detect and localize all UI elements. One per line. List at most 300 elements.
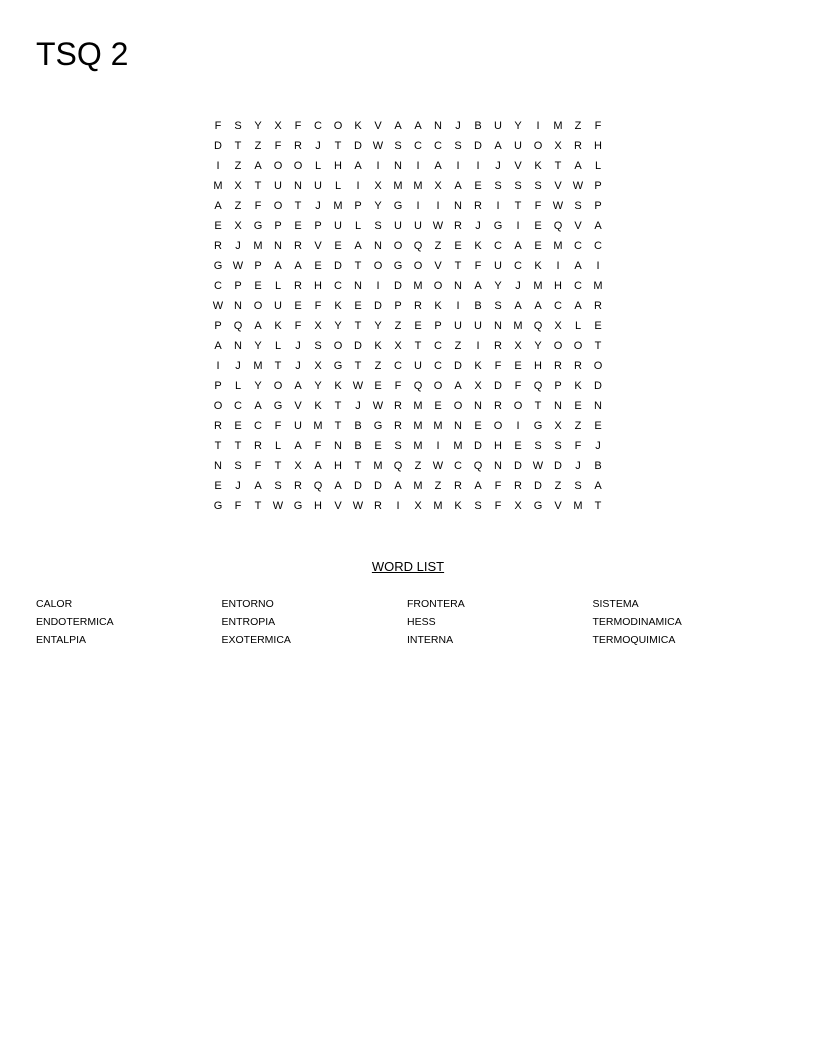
grid-letter: A [254,400,262,412]
grid-letter: C [594,240,602,252]
grid-letter: H [314,280,322,292]
grid-letter: E [574,400,582,412]
grid-letter: A [474,480,482,492]
grid-letter: X [274,120,282,132]
grid-letter: K [534,160,542,172]
grid-letter: E [514,360,522,372]
word-item: ENTALPIA [36,634,86,646]
grid-letter: A [394,120,402,132]
grid-letter: R [214,420,222,432]
grid-letter: Z [574,420,582,432]
grid-letter: B [594,460,602,472]
grid-letter: R [514,480,522,492]
word-item: EXOTERMICA [221,634,291,646]
grid-letter: M [433,500,443,512]
word-item: ENTORNO [221,598,274,610]
grid-letter: Q [553,220,563,232]
grid-letter: Y [254,380,262,392]
grid-row [208,276,608,296]
grid-letter: D [594,380,602,392]
grid-letter: W [572,180,584,192]
grid-letter: X [514,500,522,512]
grid-letter: C [494,240,502,252]
grid-letter: C [254,420,262,432]
grid-letter: V [554,180,562,192]
grid-letter: E [414,320,422,332]
grid-letter: C [434,340,442,352]
grid-letter: D [354,480,362,492]
grid-letter: Z [434,240,442,252]
grid-letter: V [554,500,562,512]
grid-letter: N [434,120,442,132]
grid-letter: L [574,320,582,332]
grid-letter: G [393,260,403,272]
grid-letter: K [334,300,342,312]
grid-letter: I [596,260,600,272]
grid-letter: O [573,340,583,352]
grid-letter: T [554,160,562,172]
grid-letter: F [594,120,602,132]
grid-letter: X [314,320,322,332]
grid-letter: R [454,480,462,492]
grid-letter: I [376,280,380,292]
grid-letter: I [516,220,520,232]
grid-letter: M [413,180,423,192]
grid-letter: L [314,160,322,172]
grid-letter: C [314,120,322,132]
grid-letter: C [574,280,582,292]
grid-letter: N [594,400,602,412]
grid-letter: E [334,240,342,252]
grid-letter: R [254,440,262,452]
grid-letter: S [314,340,322,352]
grid-letter: G [253,220,263,232]
grid-letter: Y [254,120,262,132]
grid-letter: B [474,300,482,312]
grid-letter: W [432,220,444,232]
grid-letter: K [314,400,322,412]
grid-letter: G [393,200,403,212]
grid-letter: H [334,460,342,472]
grid-letter: W [532,460,544,472]
grid-row [208,176,608,196]
grid-row [208,376,608,396]
grid-letter: A [334,480,342,492]
grid-letter: S [514,180,522,192]
grid-row [208,316,608,336]
grid-letter: O [333,120,343,132]
grid-letter: R [294,480,302,492]
grid-letter: M [413,440,423,452]
grid-letter: L [274,280,282,292]
grid-letter: K [474,360,482,372]
grid-letter: A [474,280,482,292]
grid-letter: A [514,300,522,312]
grid-letter: Q [413,240,423,252]
grid-letter: H [494,440,502,452]
grid-letter: V [514,160,522,172]
grid-letter: P [254,260,262,272]
grid-letter: O [373,260,383,272]
grid-letter: D [394,280,402,292]
grid-letter: K [574,380,582,392]
grid-letter: S [274,480,282,492]
grid-letter: I [356,180,360,192]
grid-letter: Y [494,280,502,292]
grid-letter: A [594,480,602,492]
grid-letter: K [274,320,282,332]
grid-letter: C [334,280,342,292]
grid-letter: S [234,460,242,472]
grid-row [208,436,608,456]
grid-letter: A [254,160,262,172]
grid-letter: X [294,460,302,472]
grid-letter: N [474,400,482,412]
grid-letter: F [254,200,262,212]
grid-letter: F [514,380,522,392]
grid-letter: I [496,200,500,212]
grid-letter: O [553,340,563,352]
grid-row [208,476,608,496]
grid-letter: I [436,440,440,452]
grid-letter: A [414,120,422,132]
grid-letter: P [554,380,562,392]
grid-letter: T [354,260,362,272]
grid-letter: D [334,260,342,272]
grid-letter: Z [234,160,242,172]
grid-letter: D [494,380,502,392]
grid-letter: N [354,280,362,292]
grid-letter: I [436,200,440,212]
grid-letter: X [434,180,442,192]
grid-letter: C [394,360,402,372]
grid-letter: C [214,280,222,292]
grid-letter: T [514,200,522,212]
grid-letter: Y [314,380,322,392]
grid-letter: H [534,360,542,372]
grid-letter: Y [254,340,262,352]
word-item: ENTROPIA [221,616,276,628]
grid-letter: L [274,340,282,352]
grid-letter: B [474,120,482,132]
grid-letter: L [354,220,362,232]
grid-letter: K [454,500,462,512]
grid-row [208,296,608,316]
grid-letter: J [455,120,461,132]
grid-letter: R [374,500,382,512]
grid-letter: V [294,400,302,412]
grid-letter: Z [434,480,442,492]
grid-letter: N [494,320,502,332]
grid-letter: A [454,380,462,392]
grid-letter: W [272,500,284,512]
grid-letter: O [333,340,343,352]
grid-letter: E [534,240,542,252]
grid-letter: K [374,340,382,352]
grid-letter: A [454,180,462,192]
grid-letter: C [514,260,522,272]
grid-letter: R [494,400,502,412]
grid-letter: Q [533,380,543,392]
grid-letter: P [594,180,602,192]
grid-letter: J [295,360,301,372]
grid-letter: R [214,240,222,252]
grid-letter: H [314,500,322,512]
grid-letter: I [416,200,420,212]
grid-letter: D [374,480,382,492]
grid-letter: P [594,200,602,212]
grid-letter: O [273,380,283,392]
grid-letter: W [232,260,244,272]
grid-letter: M [453,440,463,452]
grid-letter: S [494,300,502,312]
grid-letter: E [534,220,542,232]
grid-letter: K [334,380,342,392]
grid-letter: V [314,240,322,252]
grid-letter: Z [574,120,582,132]
grid-letter: P [434,320,442,332]
grid-letter: T [334,400,342,412]
grid-letter: O [433,280,443,292]
grid-letter: M [573,500,583,512]
grid-letter: J [575,460,581,472]
grid-letter: R [454,220,462,232]
grid-letter: A [574,160,582,172]
grid-letter: E [514,440,522,452]
grid-letter: A [574,260,582,272]
grid-letter: T [354,460,362,472]
grid-letter: X [554,320,562,332]
grid-letter: M [333,200,343,212]
grid-letter: A [214,340,222,352]
grid-letter: A [354,240,362,252]
grid-letter: O [593,360,603,372]
grid-row [208,116,608,136]
word-column [593,595,779,649]
grid-letter: N [274,240,282,252]
grid-letter: I [216,360,220,372]
grid-letter: M [433,420,443,432]
grid-letter: M [553,240,563,252]
grid-letter: Z [454,340,462,352]
word-list [36,595,778,649]
grid-letter: J [295,340,301,352]
grid-letter: X [474,380,482,392]
grid-letter: U [294,420,302,432]
grid-letter: T [354,360,362,372]
grid-letter: F [294,120,302,132]
grid-letter: X [394,340,402,352]
grid-letter: U [394,220,402,232]
grid-letter: P [274,220,282,232]
grid-letter: V [434,260,442,272]
word-item: HESS [407,616,436,628]
grid-letter: U [274,180,282,192]
grid-letter: E [594,420,602,432]
grid-letter: Q [393,460,403,472]
grid-letter: R [394,400,402,412]
grid-letter: P [234,280,242,292]
word-search-grid [208,116,608,516]
grid-letter: U [414,220,422,232]
grid-letter: T [274,460,282,472]
word-item: INTERNA [407,634,454,646]
grid-letter: D [374,300,382,312]
grid-letter: M [213,180,223,192]
grid-letter: I [216,160,220,172]
grid-row [208,416,608,436]
grid-letter: F [214,120,222,132]
grid-letter: D [534,480,542,492]
grid-letter: D [474,440,482,452]
grid-letter: Z [414,460,422,472]
grid-row [208,496,608,516]
grid-letter: U [514,140,522,152]
grid-letter: W [432,460,444,472]
grid-letter: T [254,500,262,512]
grid-letter: N [214,460,222,472]
grid-letter: A [294,440,302,452]
grid-letter: S [454,140,462,152]
grid-letter: B [354,440,362,452]
page-title: TSQ 2 [36,36,129,72]
grid-letter: T [334,140,342,152]
grid-letter: E [454,240,462,252]
grid-letter: S [574,200,582,212]
grid-letter: J [235,480,241,492]
grid-letter: J [235,360,241,372]
grid-letter: V [374,120,382,132]
grid-letter: Q [233,320,243,332]
grid-letter: W [552,200,564,212]
grid-letter: X [514,340,522,352]
grid-letter: S [474,500,482,512]
word-item: ENDOTERMICA [36,616,114,628]
grid-letter: G [493,220,503,232]
grid-letter: Z [374,360,382,372]
grid-letter: S [554,440,562,452]
grid-letter: E [374,440,382,452]
grid-letter: T [254,180,262,192]
grid-letter: L [334,180,342,192]
word-item: TERMOQUIMICA [592,634,676,646]
grid-letter: E [254,280,262,292]
grid-letter: C [434,360,442,372]
grid-letter: T [354,320,362,332]
grid-letter: N [454,200,462,212]
grid-letter: U [494,260,502,272]
grid-letter: M [373,460,383,472]
grid-letter: I [516,420,520,432]
grid-letter: X [414,500,422,512]
grid-letter: T [214,440,222,452]
grid-letter: S [534,180,542,192]
word-item: TERMODINAMICA [592,616,682,628]
grid-letter: U [474,320,482,332]
grid-letter: R [294,240,302,252]
grid-letter: Q [473,460,483,472]
grid-row [208,236,608,256]
grid-letter: O [213,400,223,412]
grid-letter: O [433,380,443,392]
grid-letter: P [394,300,402,312]
grid-row [208,396,608,416]
grid-letter: R [414,300,422,312]
grid-letter: I [476,160,480,172]
grid-letter: J [235,240,241,252]
grid-letter: M [253,240,263,252]
grid-row [208,136,608,156]
grid-letter: R [474,200,482,212]
grid-letter: K [434,300,442,312]
grid-letter: U [454,320,462,332]
grid-letter: C [434,140,442,152]
grid-letter: M [553,120,563,132]
grid-letter: F [394,380,402,392]
grid-letter: G [213,260,223,272]
grid-letter: U [334,220,342,232]
grid-letter: E [434,400,442,412]
grid-letter: R [294,280,302,292]
grid-letter: P [354,200,362,212]
grid-letter: Y [514,120,522,132]
grid-letter: A [254,320,262,332]
grid-letter: W [352,380,364,392]
grid-letter: Q [313,480,323,492]
grid-letter: X [234,180,242,192]
grid-letter: A [594,220,602,232]
grid-letter: D [474,140,482,152]
grid-letter: U [274,300,282,312]
grid-letter: C [554,300,562,312]
grid-letter: T [234,140,242,152]
grid-letter: R [554,360,562,372]
grid-letter: I [536,120,540,132]
grid-letter: N [494,460,502,472]
grid-letter: R [394,420,402,432]
grid-letter: J [495,160,501,172]
grid-letter: A [534,300,542,312]
grid-letter: O [453,400,463,412]
grid-letter: Z [554,480,562,492]
grid-letter: J [355,400,361,412]
grid-letter: I [556,260,560,272]
word-list-heading: WORD LIST [371,559,445,574]
grid-letter: E [474,420,482,432]
grid-letter: E [594,320,602,332]
grid-letter: E [214,220,222,232]
grid-letter: P [314,220,322,232]
grid-letter: S [394,440,402,452]
grid-letter: E [214,480,222,492]
grid-letter: F [534,200,542,212]
grid-letter: M [533,280,543,292]
grid-letter: O [293,160,303,172]
grid-letter: Z [234,200,242,212]
grid-letter: I [376,160,380,172]
grid-letter: U [414,360,422,372]
grid-letter: I [456,160,460,172]
grid-letter: N [554,400,562,412]
grid-letter: K [474,240,482,252]
grid-letter: D [354,340,362,352]
grid-letter: D [454,360,462,372]
grid-letter: M [393,180,403,192]
grid-letter: X [314,360,322,372]
grid-letter: A [574,300,582,312]
grid-letter: G [213,500,223,512]
grid-letter: S [494,180,502,192]
